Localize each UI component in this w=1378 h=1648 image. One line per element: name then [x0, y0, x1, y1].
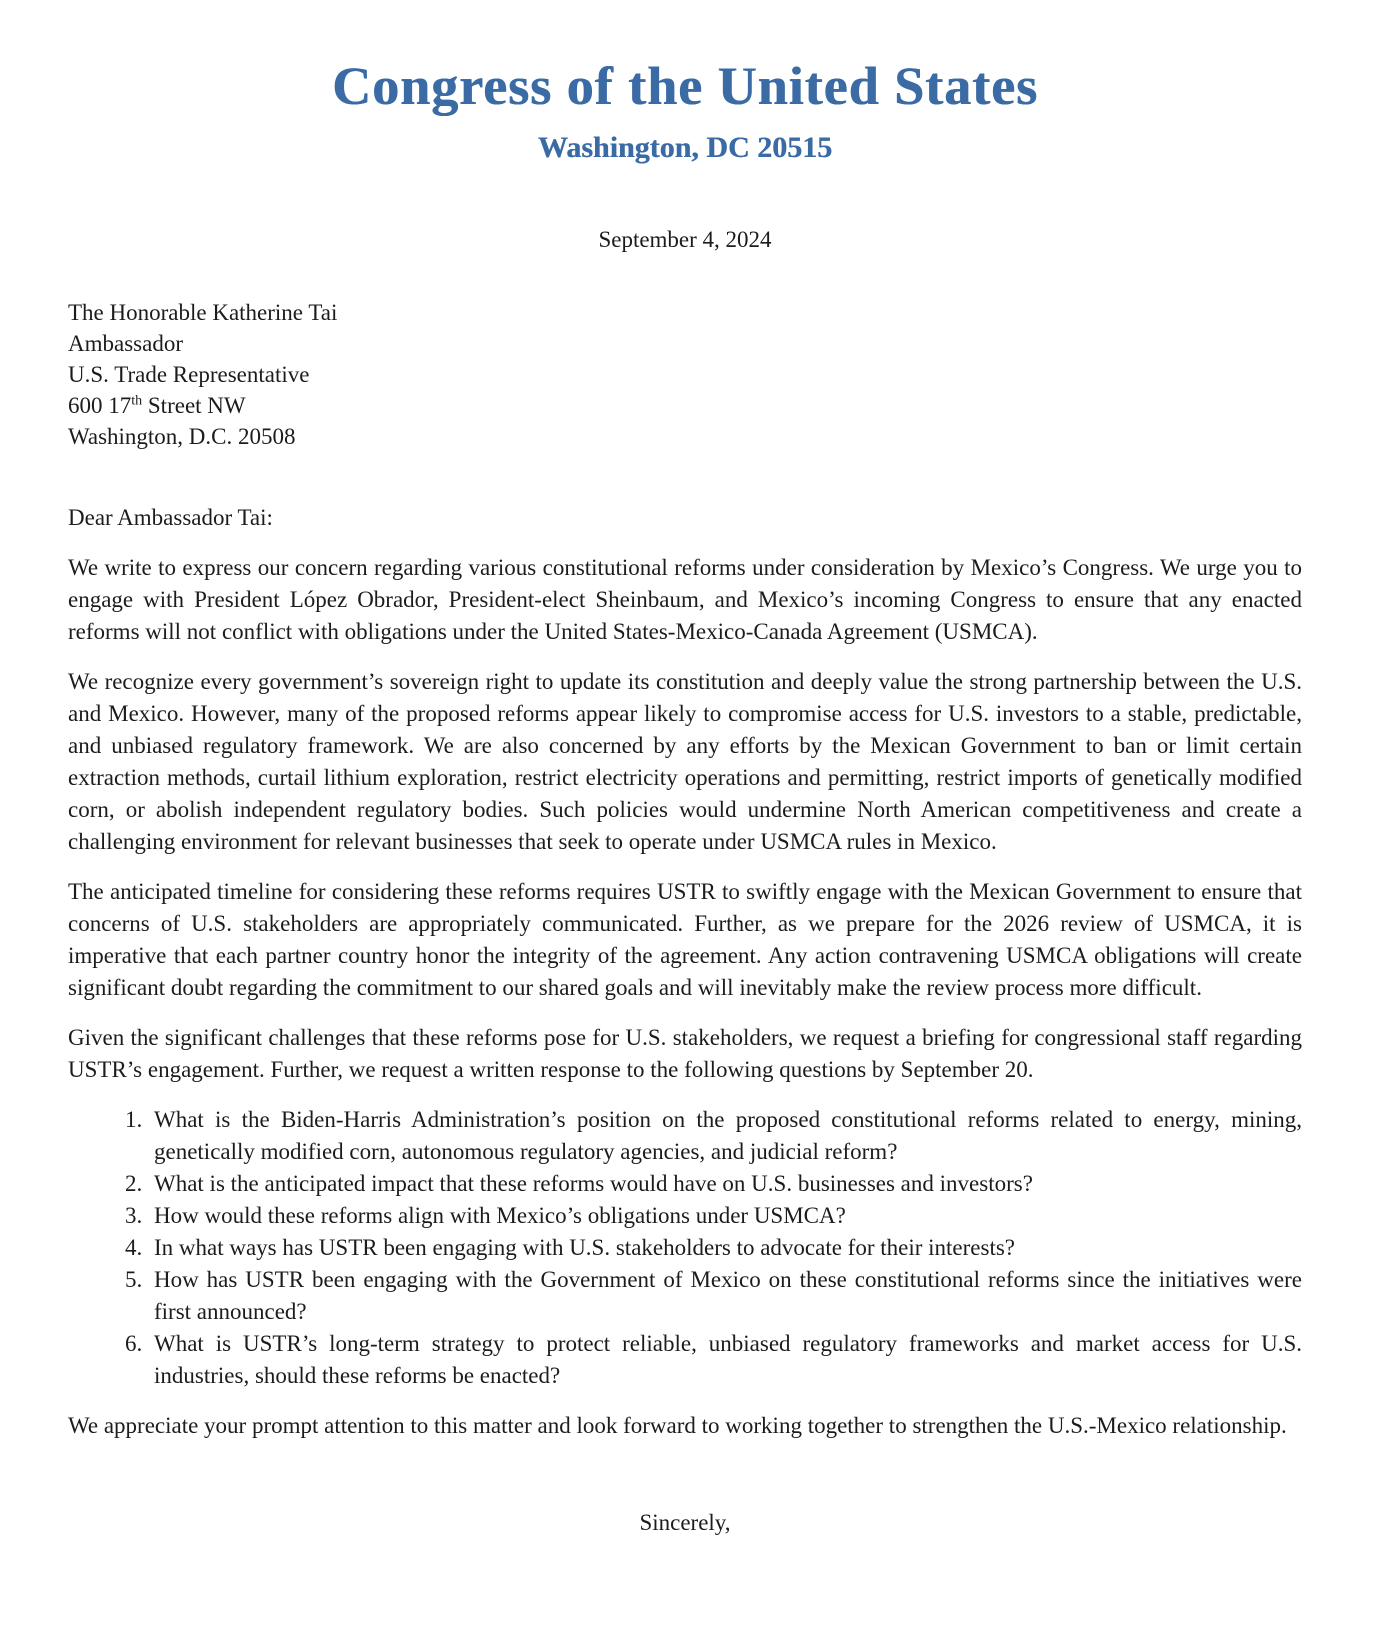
question-item-5: 5. How has USTR been engaging with the Government of Mexico on these constitutional reforms since the initiatives were first announced?	[148, 1264, 1302, 1328]
recipient-name: The Honorable Katherine Tai	[68, 299, 338, 325]
question-item-1: 1. What is the Biden-Harris Administration’s position on the proposed constitutional reforms related to energy, mining, genetically modified corn, autonomous regulatory agencies, and judicial reform?	[148, 1104, 1302, 1168]
body-paragraph-4: Given the significant challenges that these reforms pose for U.S. stakeholders, we request a briefing for congressional staff regarding USTR’s engagement. Further, we request a written response to the following questions by September 20.	[68, 1024, 1302, 1082]
letterhead-address: Washington, DC 20515	[537, 130, 833, 164]
letterhead-title: Congress of the United States	[332, 56, 1038, 116]
letterhead	[68, 58, 1302, 165]
question-item-4: 4. In what ways has USTR been engaging with U.S. stakeholders to advocate for their interests?	[148, 1232, 1302, 1264]
salutation: Dear Ambassador Tai:	[68, 504, 273, 530]
letter-date: September 4, 2024	[598, 226, 772, 252]
recipient-street	[68, 390, 1302, 421]
question-item-6: 6. What is USTR’s long-term strategy to protect reliable, unbiased regulatory frameworks and market access for U.S. industries, should these reforms be enacted?	[148, 1328, 1302, 1392]
recipient-title: Ambassador	[68, 330, 183, 356]
question-item-3: 3. How would these reforms align with Mexico’s obligations under USMCA?	[148, 1200, 1302, 1232]
closing-paragraph: We appreciate your prompt attention to this matter and look forward to working together to strengthen the U.S.-Mexico relationship.	[68, 1412, 1287, 1438]
street-ordinal-suffix: th	[131, 393, 143, 409]
body-paragraph-2: We recognize every government’s sovereign right to update its constitution and deeply value the strong partnership between the U.S. and Mexico. However, many of the proposed reforms appear likely to compromise access for U.S. investors to a stable, predictable, and unbiased regulatory framework. We are also concerned by any efforts by the Mexican Government to ban or limit certain extraction methods, curtail lithium exploration, restrict electricity operations and permitting, restrict imports of genetically modified corn, or abolish independent regulatory bodies. Such policies would undermine North American competitiveness and create a challenging environment for relevant businesses that seek to operate under USMCA rules in Mexico.	[68, 668, 1302, 854]
signoff: Sincerely,	[639, 1509, 731, 1535]
questions-list	[68, 1104, 1302, 1392]
recipient-city: Washington, D.C. 20508	[68, 423, 296, 449]
street-number: 600 17	[68, 392, 132, 418]
street-name: Street NW	[142, 392, 246, 418]
question-item-2: 2. What is the anticipated impact that these reforms would have on U.S. businesses and investors?	[148, 1168, 1302, 1200]
recipient-address-block	[68, 297, 1302, 452]
body-paragraph-3: The anticipated timeline for considering these reforms requires USTR to swiftly engage with the Mexican Government to ensure that concerns of U.S. stakeholders are appropriately communicated. Further, as we prepare for the 2026 review of USMCA, it is imperative that each partner country honor the integrity of the agreement. Any action contravening USMCA obligations will create significant doubt regarding the commitment to our shared goals and will inevitably make the review process more difficult.	[68, 878, 1302, 1000]
recipient-office: U.S. Trade Representative	[68, 361, 310, 387]
body-paragraph-1: We write to express our concern regarding various constitutional reforms under consideration by Mexico’s Congress. We urge you to engage with President López Obrador, President-elect Sheinbaum, and Mexico’s incoming Congress to ensure that any enacted reforms will not conflict with obligations under the United States-Mexico-Canada Agreement (USMCA).	[68, 554, 1302, 644]
